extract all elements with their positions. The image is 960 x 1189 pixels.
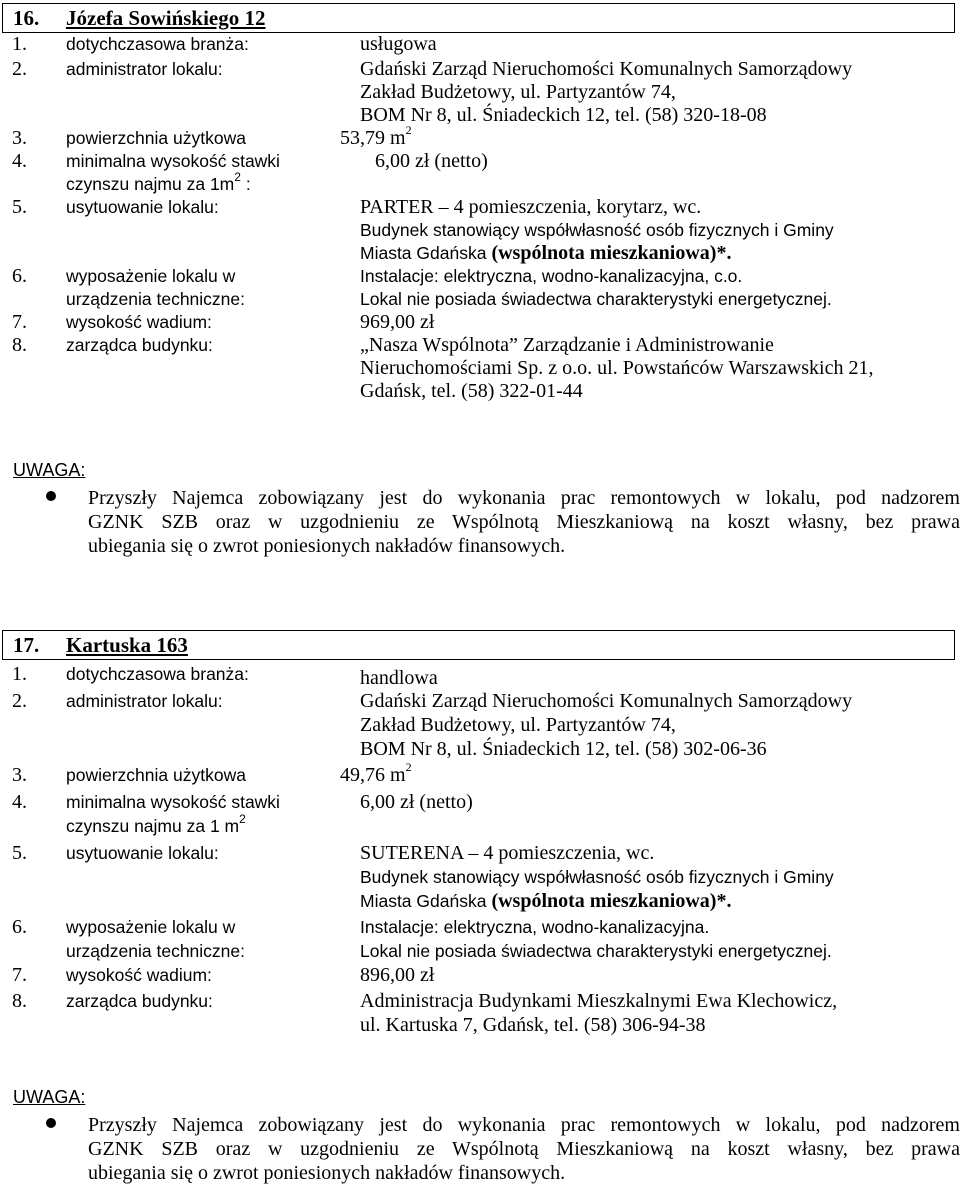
note-line: GZNK SZB oraz w uzgodnieniu ze Wspólnotą Mieszkaniową na koszt własny, bez prawa	[88, 511, 960, 533]
row-value: 53,79 m	[340, 127, 406, 149]
row-value: 969,00 zł	[360, 311, 435, 333]
row-label-cont	[12, 814, 345, 838]
row-number: 1.	[12, 33, 27, 55]
row-value: Administracja Budynkami Mieszkalnymi Ewa Klechowicz,	[360, 990, 838, 1012]
row-label: usytuowanie lokalu:	[66, 197, 219, 217]
row-value: Instalacje: elektryczna, wodno-kanalizacyjna, c.o.	[360, 266, 743, 286]
row-label: minimalna wysokość stawki	[66, 151, 280, 171]
row-value: Zakład Budżetowy, ul. Partyzantów 74,	[360, 81, 676, 103]
detail-row-administrator	[2, 689, 955, 761]
row-number: 2.	[12, 58, 27, 80]
row-value-bold: (wspólnota mieszkaniowa)*.	[491, 890, 732, 912]
listing-title	[2, 3, 955, 33]
row-label: zarządca budynku:	[66, 991, 213, 1011]
row-label: wyposażenie lokalu w	[66, 266, 236, 286]
row-value: Nieruchomościami Sp. z o.o. ul. Powstańców Warszawskich 21,	[360, 357, 874, 379]
detail-row-deposit	[2, 963, 955, 987]
detail-row-area	[2, 760, 955, 787]
row-value: 896,00 zł	[360, 964, 435, 986]
row-value: 6,00 zł (netto)	[360, 791, 473, 813]
row-label: administrator lokalu:	[66, 691, 223, 711]
note-line: Przyszły Najemca zobowiązany jest do wykonania prac remontowych w lokalu, pod nadzorem	[88, 1114, 960, 1136]
row-label: administrator lokalu:	[66, 59, 223, 79]
row-number: 5.	[12, 196, 27, 218]
superscript: 2	[405, 123, 412, 138]
detail-row-location	[2, 196, 955, 265]
warning-label: UWAGA:	[13, 1087, 86, 1107]
detail-row-location	[2, 841, 955, 913]
row-number: 6.	[12, 265, 27, 287]
row-label: minimalna wysokość stawki	[66, 792, 280, 812]
note-line: GZNK SZB oraz w uzgodnieniu ze Wspólnotą Mieszkaniową na koszt własny, bez prawa	[88, 1138, 960, 1160]
superscript: 2	[405, 760, 412, 775]
row-value: PARTER – 4 pomieszczenia, korytarz, wc.	[360, 196, 702, 218]
row-value-bold: (wspólnota mieszkaniowa)*.	[491, 242, 732, 264]
row-label: powierzchnia użytkowa	[66, 128, 246, 148]
row-value: Gdański Zarząd Nieruchomości Komunalnych Samorządowy	[360, 58, 853, 80]
row-value: „Nasza Wspólnota” Zarządzanie i Administrowanie	[360, 334, 774, 356]
row-number: 4.	[12, 791, 27, 813]
row-number: 4.	[12, 150, 27, 172]
bullet-icon	[46, 491, 56, 501]
note-line: Przyszły Najemca zobowiązany jest do wykonania prac remontowych w lokalu, pod nadzorem	[88, 487, 960, 509]
row-number: 7.	[12, 964, 27, 986]
listing-address: Kartuska 163	[66, 633, 188, 657]
detail-row-branch	[2, 33, 955, 58]
row-label: dotychczasowa branża:	[66, 664, 249, 684]
label-text: czynszu najmu za 1m	[66, 174, 235, 194]
row-value: BOM Nr 8, ul. Śniadeckich 12, tel. (58) 320-18-08	[360, 104, 767, 126]
row-label: powierzchnia użytkowa	[66, 765, 246, 785]
row-value: handlowa	[360, 667, 438, 689]
detail-row-rent	[2, 150, 955, 196]
row-value: Instalacje: elektryczna, wodno-kanalizacyjna.	[360, 917, 710, 937]
listing-number: 16.	[13, 6, 40, 30]
row-value: Gdańsk, tel. (58) 322-01-44	[360, 380, 583, 402]
listing-details	[2, 33, 955, 403]
detail-row-equipment	[2, 265, 955, 311]
row-number: 5.	[12, 842, 27, 864]
detail-row-branch	[2, 662, 955, 689]
detail-row-area	[2, 123, 955, 150]
row-number: 7.	[12, 311, 27, 333]
bullet-icon	[46, 1118, 56, 1128]
superscript: 2	[239, 812, 246, 827]
row-number: 6.	[12, 916, 27, 938]
row-number: 3.	[12, 764, 27, 786]
row-label: zarządca budynku:	[66, 335, 213, 355]
row-number: 8.	[12, 334, 27, 356]
row-value: Gdański Zarząd Nieruchomości Komunalnych Samorządowy	[360, 690, 853, 712]
row-value: BOM Nr 8, ul. Śniadeckich 12, tel. (58) 302-06-36	[360, 738, 767, 760]
listing-details	[2, 662, 955, 1037]
detail-row-manager	[2, 334, 955, 403]
label-text: czynszu najmu za 1 m	[66, 816, 240, 836]
row-value: 49,76 m	[340, 764, 406, 786]
detail-row-rent	[2, 790, 955, 838]
listing-address: Józefa Sowińskiego 12	[66, 6, 266, 30]
superscript: 2	[234, 170, 241, 185]
detail-row-equipment	[2, 915, 955, 963]
row-label: wysokość wadium:	[66, 965, 212, 985]
row-value: Budynek stanowiący współwłasność osób fizycznych i Gminy	[360, 220, 834, 240]
row-number: 2.	[12, 690, 27, 712]
row-value: Lokal nie posiada świadectwa charakterystyki energetycznej.	[360, 289, 832, 309]
row-value: SUTERENA – 4 pomieszczenia, wc.	[360, 842, 655, 864]
note-line: ubiegania się o zwrot poniesionych nakładów finansowych.	[88, 535, 566, 557]
row-value: 6,00 zł (netto)	[375, 150, 488, 172]
listing-title	[2, 630, 955, 660]
label-tail: :	[240, 174, 251, 194]
row-label: wyposażenie lokalu w	[66, 917, 236, 937]
row-label: dotychczasowa branża:	[66, 34, 249, 54]
note-line: ubiegania się o zwrot poniesionych nakładów finansowych.	[88, 1162, 566, 1184]
row-label: wysokość wadium:	[66, 312, 212, 332]
row-label: usytuowanie lokalu:	[66, 843, 219, 863]
row-value: Lokal nie posiada świadectwa charakterystyki energetycznej.	[360, 941, 832, 961]
detail-row-deposit	[2, 311, 955, 334]
detail-row-administrator	[2, 58, 955, 127]
warning-label: UWAGA:	[13, 460, 86, 480]
row-value: usługowa	[360, 33, 437, 55]
row-label-cont	[12, 170, 345, 196]
row-number: 8.	[12, 990, 27, 1012]
row-value: ul. Kartuska 7, Gdańsk, tel. (58) 306-94-38	[360, 1014, 706, 1036]
row-value: Miasta Gdańska	[360, 891, 487, 911]
row-label-cont: urządzenia techniczne:	[66, 941, 245, 961]
listing-number: 17.	[13, 633, 40, 657]
detail-row-manager	[2, 989, 955, 1037]
row-value: Zakład Budżetowy, ul. Partyzantów 74,	[360, 714, 676, 736]
row-label-cont: urządzenia techniczne:	[66, 289, 245, 309]
row-value: Budynek stanowiący współwłasność osób fizycznych i Gminy	[360, 867, 834, 887]
row-value: Miasta Gdańska	[360, 243, 487, 263]
row-number: 3.	[12, 127, 27, 149]
row-number: 1.	[12, 663, 27, 685]
